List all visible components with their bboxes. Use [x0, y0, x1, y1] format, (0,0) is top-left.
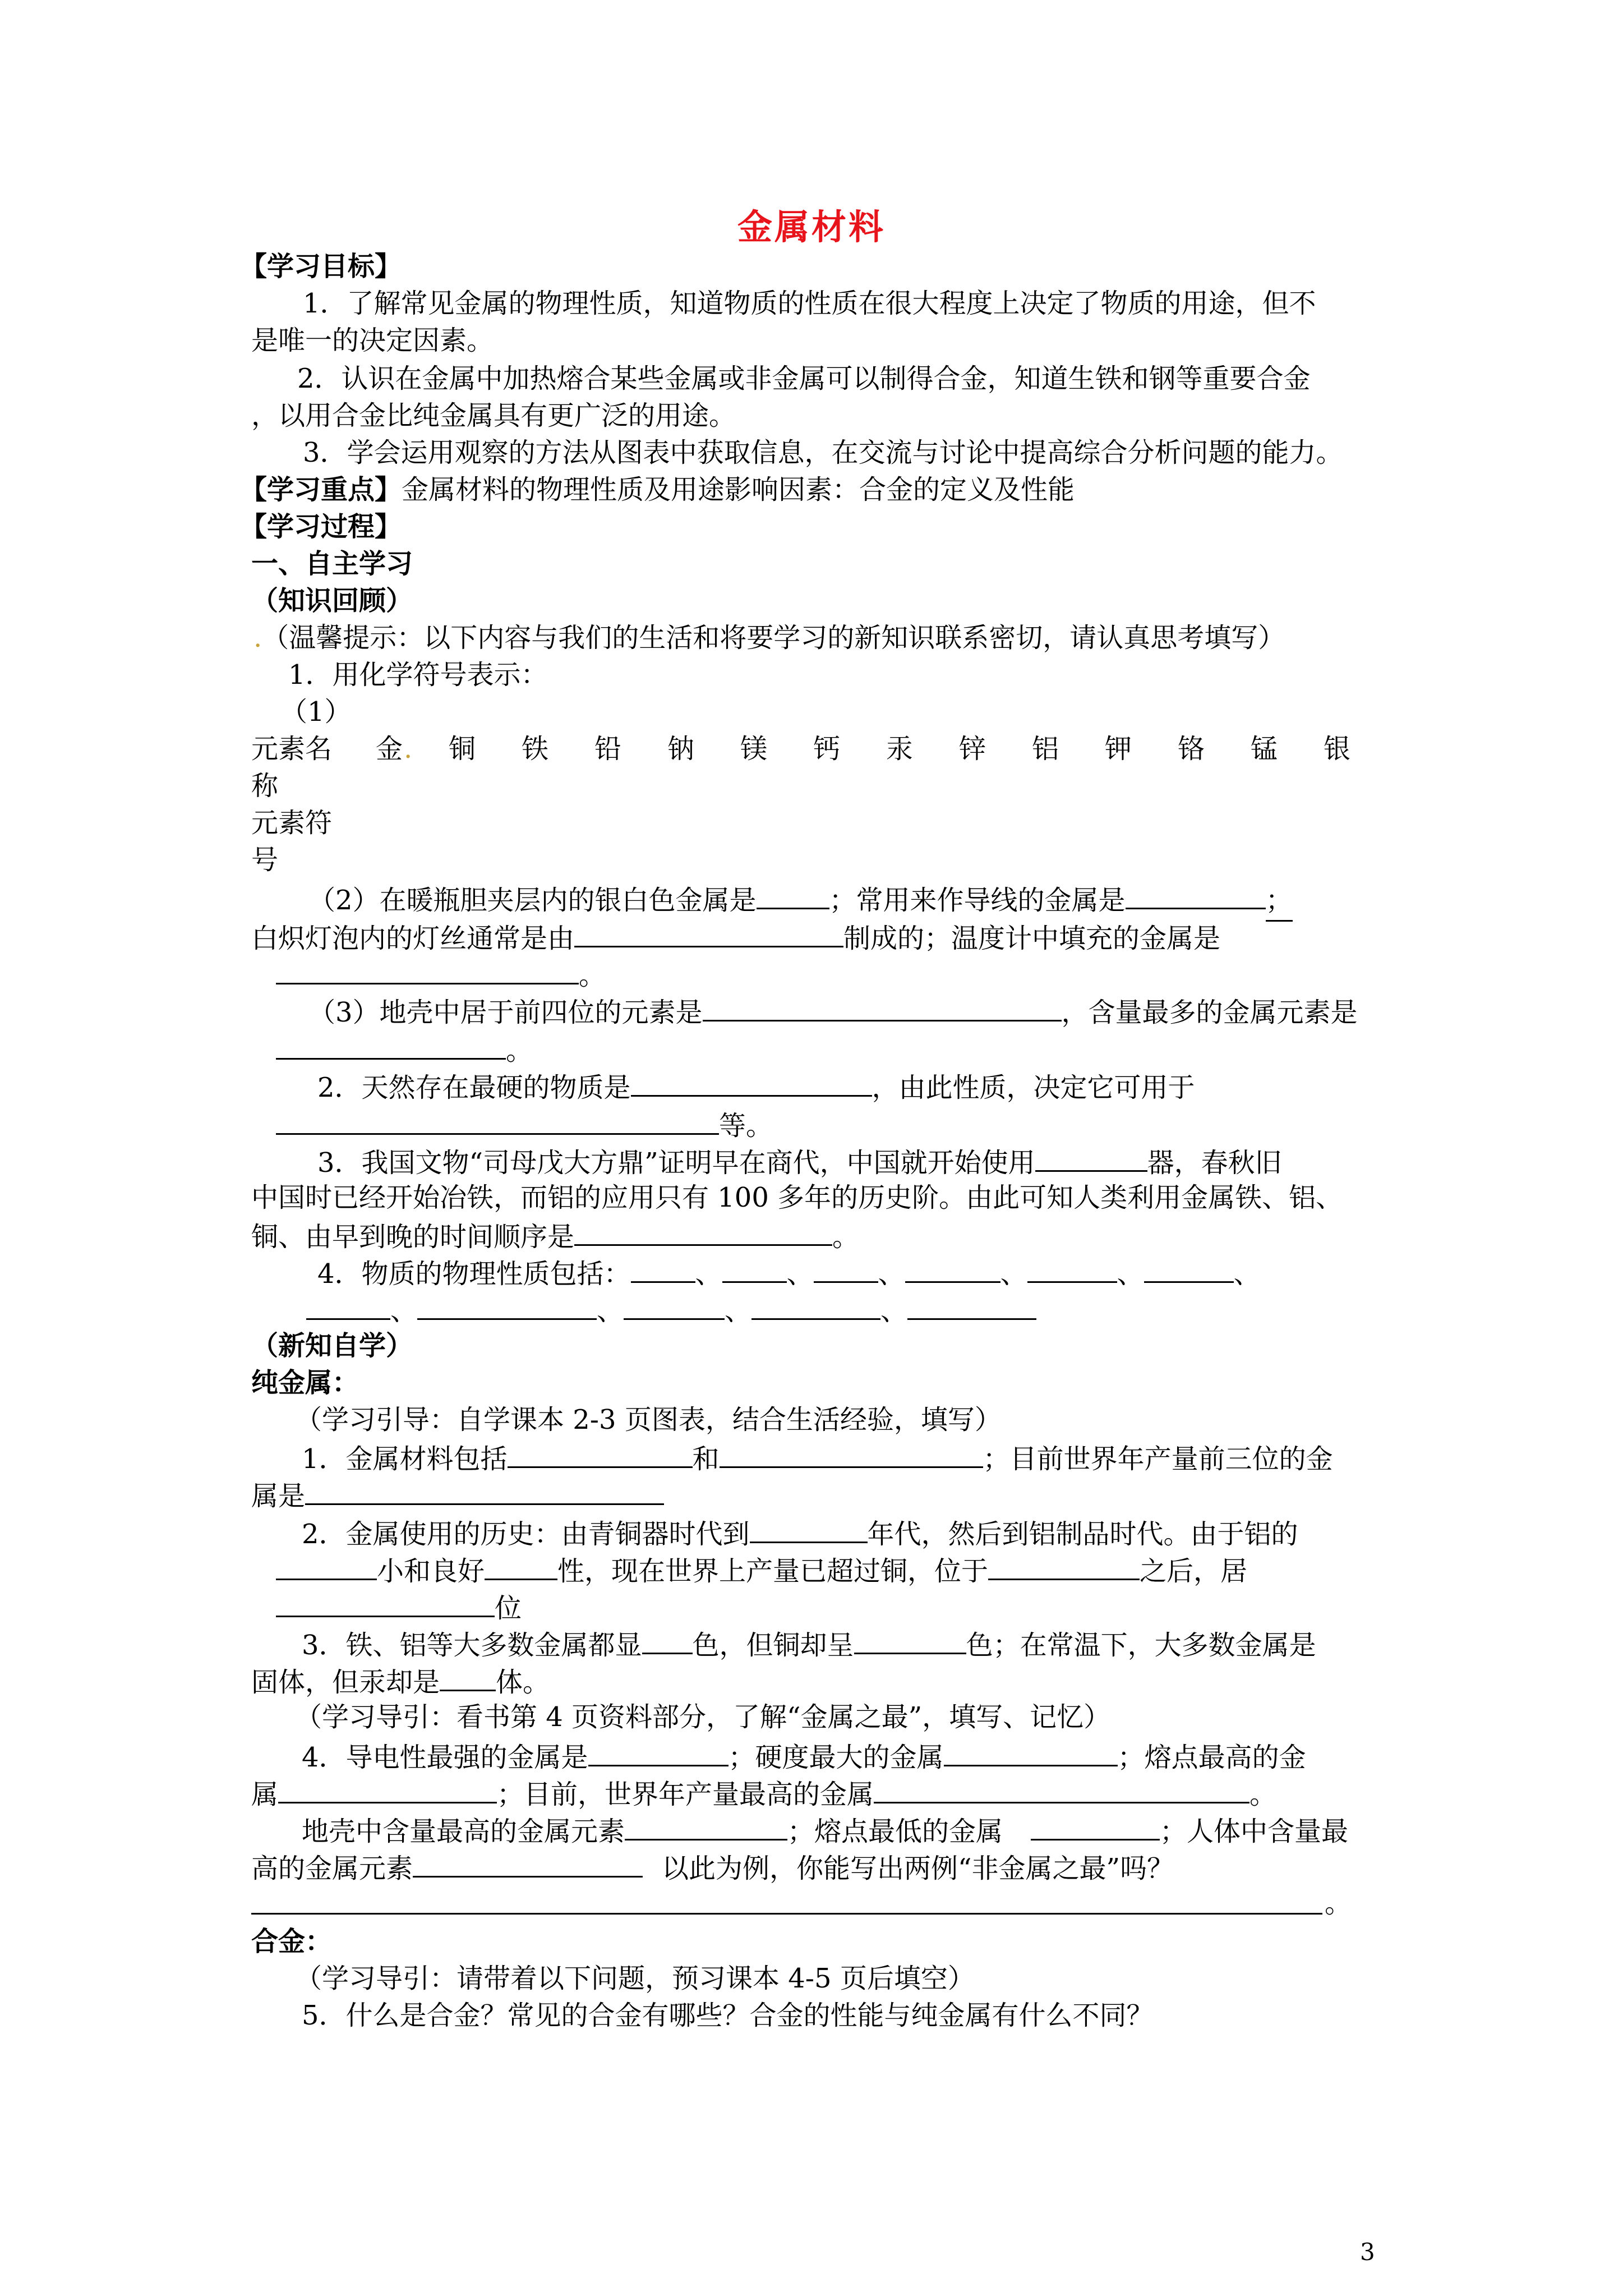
review-heading: （知识回顾） — [251, 585, 413, 616]
prompt-text: 3．铁、铝等大多数金属都显 — [302, 1630, 642, 1661]
prompt-text: 制成的；温度计中填充的金属是 — [843, 923, 1221, 954]
blank[interactable] — [750, 1512, 868, 1543]
element-cell: 铁 — [522, 733, 549, 765]
separator: 、 — [878, 1258, 905, 1290]
question-1-3-line-2 — [276, 1029, 533, 1068]
new-4-line-3 — [302, 1810, 1348, 1849]
blank[interactable] — [276, 1586, 495, 1617]
goal-3: 3．学会运用观察的方法从图表中获取信息，在交流与讨论中提高综合分析问题的能力。 — [303, 437, 1343, 468]
prompt-text: 和 — [692, 1443, 720, 1475]
guide-2: （学习导引：看书第 4 页资料部分，了解“金属之最”，填写、记忆） — [295, 1701, 1111, 1733]
blank[interactable] — [588, 1736, 728, 1766]
prompt-text: 。 — [579, 960, 606, 991]
element-symbol-label: 元素符 — [251, 807, 333, 839]
blank[interactable] — [625, 1810, 787, 1841]
prompt-text: 等。 — [719, 1110, 773, 1142]
prompt-text: 高的金属元素 — [251, 1853, 413, 1884]
new-1-line-2 — [251, 1474, 664, 1513]
mark-dot: . — [253, 622, 262, 654]
question-2-line-2 — [276, 1104, 773, 1143]
goal-1-line-2: 是唯一的决定因素。 — [251, 325, 494, 356]
blank[interactable] — [276, 1549, 377, 1580]
focus-line — [240, 470, 1075, 509]
new-3-line-2 — [251, 1660, 550, 1700]
blank[interactable] — [306, 1289, 390, 1320]
prompt-text: 地壳中含量最高的金属元素 — [302, 1816, 625, 1847]
question-1-2-line-2 — [251, 917, 1220, 956]
prompt-text: 性，现在世界上产量已超过铜，位于 — [557, 1556, 989, 1587]
blank[interactable] — [1144, 1252, 1234, 1283]
answer-line[interactable] — [251, 1913, 1322, 1915]
alloy-heading: 合金： — [251, 1926, 333, 1957]
element-cell: 钙 — [813, 733, 841, 765]
question-3-line-1 — [317, 1141, 1282, 1180]
focus-text: 金属材料的物理性质及用途影响因素：合金的定义及性能 — [402, 474, 1075, 505]
mark-dot: . — [404, 733, 413, 765]
new-4-line-1 — [302, 1736, 1306, 1775]
separator: 、 — [1117, 1258, 1144, 1290]
prompt-text: ； — [1266, 881, 1293, 922]
prompt-text: 白炽灯泡内的灯丝通常是由 — [251, 923, 575, 954]
new-4-line-4 — [251, 1847, 1174, 1886]
prompt-text: ；熔点最低的金属 — [787, 1816, 1003, 1847]
tip-line — [253, 618, 1285, 657]
prompt-text: （3）地壳中居于前四位的元素是 — [308, 997, 703, 1028]
blank[interactable] — [276, 1104, 719, 1135]
prompt-text: 1．金属材料包括 — [302, 1443, 508, 1475]
prompt-text: ；目前，世界年产量最高的金属 — [497, 1779, 874, 1810]
question-1: 1．用化学符号表示： — [288, 659, 548, 691]
blank[interactable] — [485, 1549, 557, 1580]
new-4-line-2 — [251, 1773, 1276, 1812]
question-1-3-line-1 — [308, 991, 1358, 1030]
prompt-text: 器，春秋旧 — [1147, 1147, 1282, 1179]
separator: 、 — [597, 1295, 624, 1327]
element-cell: 铅 — [594, 733, 622, 765]
question-2-line-1 — [317, 1066, 1195, 1105]
blank[interactable] — [988, 1549, 1140, 1580]
new-2-line-1 — [302, 1512, 1298, 1552]
question-1-1: （1） — [280, 696, 352, 728]
element-cell: 钠 — [667, 733, 695, 765]
blank[interactable] — [814, 1252, 878, 1283]
element-cell: 锰 — [1251, 733, 1278, 765]
separator: 、 — [390, 1295, 418, 1327]
page-number: 3 — [1360, 2238, 1375, 2266]
prompt-text: 3．我国文物“司母戊大方鼎”证明早在商代，中国就开始使用 — [317, 1147, 1035, 1179]
element-cell: 铜 — [449, 733, 476, 765]
prompt-text: 之后，居 — [1140, 1556, 1248, 1587]
prompt-text: 铜、由早到晚的时间顺序是 — [251, 1221, 575, 1253]
separator: 、 — [695, 1258, 722, 1290]
new-study-heading: （新知自学） — [251, 1330, 413, 1361]
prompt-text: ；常用来作导线的金属是 — [829, 885, 1126, 916]
element-cell: 铬 — [1178, 733, 1205, 765]
separator: 、 — [725, 1295, 752, 1327]
blank[interactable] — [440, 1660, 496, 1691]
prompt-text: ；硬度最大的金属 — [728, 1742, 944, 1773]
guide-3: （学习导引：请带着以下问题，预习课本 4-5 页后填空） — [295, 1963, 975, 1994]
blank[interactable] — [624, 1289, 725, 1320]
question-4-line-1 — [317, 1252, 1261, 1291]
blank[interactable] — [944, 1736, 1118, 1766]
blank[interactable] — [751, 1289, 880, 1320]
page-title: 金属材料 — [737, 206, 886, 247]
prompt-text: 年代，然后到铝制品时代。由于铝的 — [867, 1519, 1298, 1550]
prompt-text: ，含量最多的金属元素是 — [1061, 997, 1358, 1028]
blank[interactable] — [905, 1252, 1000, 1283]
tip-text: （温馨提示：以下内容与我们的生活和将要学习的新知识联系密切，请认真思考填写） — [262, 622, 1285, 654]
element-cell: 铝 — [1032, 733, 1059, 765]
element-cell: 银 — [1324, 733, 1351, 765]
prompt-text: 。 — [832, 1221, 860, 1253]
blank[interactable] — [874, 1773, 1249, 1803]
new-5: 5．什么是合金？常见的合金有哪些？合金的性能与纯金属有什么不同？ — [302, 2000, 1154, 2031]
prompt-text: 位 — [495, 1593, 522, 1624]
element-cell: 锌 — [959, 733, 986, 765]
separator: 、 — [786, 1258, 814, 1290]
new-2-line-2 — [276, 1549, 1247, 1589]
blank[interactable] — [305, 1474, 664, 1505]
separator: 、 — [880, 1295, 908, 1327]
blank[interactable] — [276, 954, 579, 984]
blank[interactable] — [631, 1066, 872, 1097]
element-cell: 汞 — [886, 733, 914, 765]
prompt-text: 。 — [506, 1035, 533, 1066]
blank[interactable] — [722, 1252, 787, 1283]
prompt-text: 以此为例，你能写出两例“非金属之最”吗？ — [662, 1853, 1174, 1884]
part-1-heading: 一、自主学习 — [251, 548, 413, 579]
question-3-line-2: 中国时已经开始冶铁，而铝的应用只有 100 多年的历史阶。由此可知人类利用金属铁、铝、 — [251, 1182, 1343, 1213]
prompt-text: 固体，但汞却是 — [251, 1667, 440, 1698]
prompt-text: ；熔点最高的金 — [1117, 1742, 1306, 1773]
blank[interactable] — [574, 917, 843, 947]
prompt-text: 小和良好 — [377, 1556, 485, 1587]
blank[interactable] — [276, 1029, 506, 1060]
blank[interactable] — [278, 1773, 497, 1803]
prompt-text: ；目前世界年产量前三位的金 — [983, 1443, 1333, 1475]
question-1-2-line-3 — [276, 954, 606, 993]
process-heading: 【学习过程】 — [240, 511, 402, 542]
prompt-text: 色，但铜却呈 — [692, 1630, 854, 1661]
prompt-text: 色；在常温下，大多数金属是 — [966, 1630, 1316, 1661]
prompt-text: 4．导电性最强的金属是 — [302, 1742, 588, 1773]
prompt-text: （2）在暖瓶胆夹层内的银白色金属是 — [308, 885, 757, 916]
blank[interactable] — [720, 1437, 983, 1468]
blank[interactable] — [508, 1437, 693, 1468]
separator: 、 — [1000, 1258, 1027, 1290]
prompt-text: 4．物质的物理性质包括： — [317, 1258, 631, 1290]
element-name-label-cont: 称 — [251, 770, 279, 802]
prompt-text: 2．金属使用的历史：由青铜器时代到 — [302, 1519, 750, 1550]
prompt-text: 。 — [1249, 1779, 1277, 1810]
blank[interactable] — [631, 1252, 695, 1283]
element-name-row — [251, 729, 1401, 769]
blank[interactable] — [1027, 1252, 1117, 1283]
prompt-text: ，由此性质，决定它可用于 — [872, 1072, 1195, 1103]
blank[interactable] — [1031, 1810, 1160, 1841]
element-cell: 金 — [376, 733, 403, 765]
guide-1: （学习引导：自学课本 2-3 页图表，结合生活经验，填写） — [295, 1404, 1002, 1435]
question-4-line-2 — [306, 1289, 1036, 1328]
new-1-line-1 — [302, 1437, 1333, 1476]
question-3-line-3 — [251, 1215, 859, 1254]
element-cell: 钾 — [1105, 733, 1132, 765]
prompt-text: 属是 — [251, 1480, 306, 1512]
separator: 、 — [1233, 1258, 1261, 1290]
new-2-line-3 — [276, 1586, 522, 1626]
blank[interactable] — [1035, 1141, 1147, 1172]
answer-line-end: 。 — [1325, 1888, 1352, 1919]
element-cell: 镁 — [740, 733, 768, 765]
prompt-text: ；人体中含量最 — [1160, 1816, 1349, 1847]
pure-metal-heading: 纯金属： — [251, 1367, 359, 1398]
blank[interactable] — [417, 1289, 597, 1320]
blank[interactable] — [854, 1623, 966, 1654]
element-symbol-label-cont: 号 — [251, 844, 279, 876]
goal-2-line-2: ，以用合金比纯金属具有更广泛的用途。 — [251, 400, 736, 431]
question-1-2-line-1 — [308, 878, 1293, 918]
goal-1-line-1: 1．了解常见金属的物理性质，知道物质的性质在很大程度上决定了物质的用途，但不 — [303, 288, 1316, 319]
prompt-text: 2．天然存在最硬的物质是 — [317, 1072, 631, 1103]
element-name-label: 元素名 — [251, 733, 333, 765]
prompt-text: 属 — [251, 1779, 279, 1810]
focus-heading: 【学习重点】 — [240, 474, 402, 505]
blank[interactable] — [574, 1215, 832, 1246]
blank[interactable] — [642, 1623, 693, 1654]
goal-2-line-1: 2．认识在金属中加热熔合某些金属或非金属可以制得合金，知道生铁和钢等重要合金 — [297, 363, 1311, 394]
blank[interactable] — [757, 878, 829, 909]
goals-heading: 【学习目标】 — [240, 251, 402, 282]
blank[interactable] — [1126, 878, 1266, 909]
blank[interactable] — [907, 1289, 1036, 1320]
blank[interactable] — [413, 1847, 643, 1878]
new-3-line-1 — [302, 1623, 1316, 1663]
prompt-text: 体。 — [496, 1667, 550, 1698]
blank[interactable] — [703, 991, 1062, 1022]
